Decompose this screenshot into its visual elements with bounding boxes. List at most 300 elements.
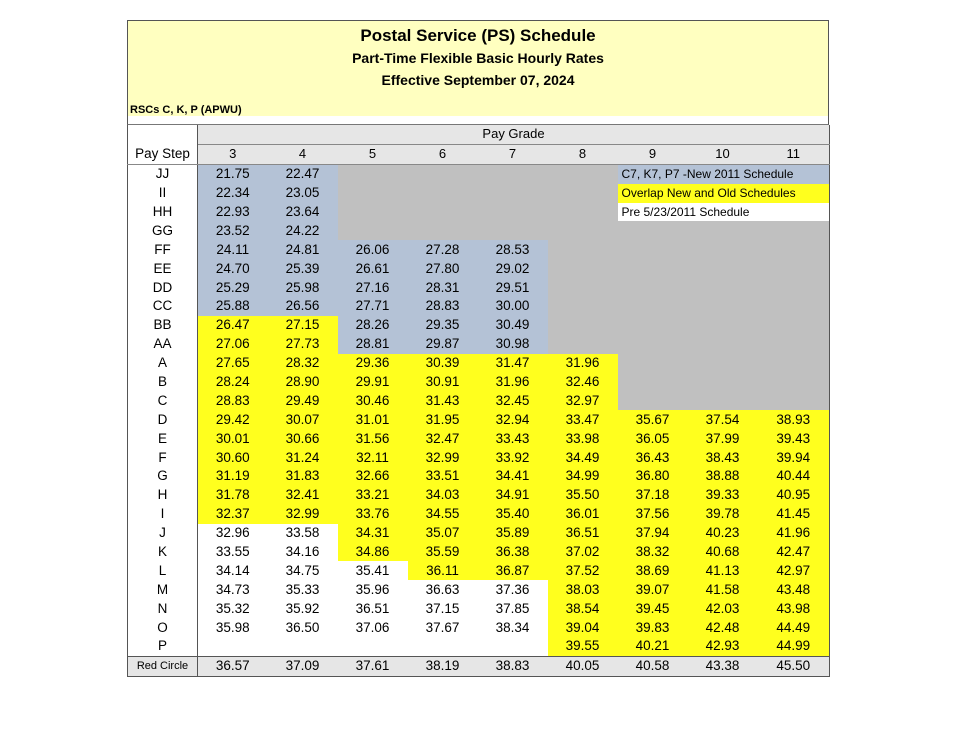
rate-cell: 30.98 [478,335,548,354]
rate-cell [618,391,688,410]
red-circle-value: 43.38 [688,656,758,676]
pay-step: M [128,580,198,599]
rate-cell: 38.54 [548,599,618,618]
page-subtitle: Part-Time Flexible Basic Hourly Rates [352,50,604,66]
rate-cell: 28.24 [198,373,268,392]
rate-cell: 39.33 [688,486,758,505]
rate-cell: 34.86 [338,543,408,562]
rate-cell: 33.51 [408,467,478,486]
rate-cell: 31.95 [408,410,478,429]
rate-cell: 28.32 [268,354,338,373]
rate-cell: 37.94 [618,524,688,543]
pay-step: AA [128,335,198,354]
rate-cell: 31.83 [268,467,338,486]
rate-cell: 27.71 [338,297,408,316]
rate-cell: 37.56 [618,505,688,524]
red-circle-value: 36.57 [198,656,268,676]
rate-cell: 37.02 [548,543,618,562]
rate-cell: 24.70 [198,259,268,278]
rate-cell: 27.16 [338,278,408,297]
rate-cell: 35.92 [268,599,338,618]
rate-cell [618,221,688,240]
table-row [128,599,830,618]
pay-step: O [128,618,198,637]
rate-cell: 32.46 [548,373,618,392]
pay-step: C [128,391,198,410]
rate-cell: 27.80 [408,259,478,278]
rate-cell: 28.83 [408,297,478,316]
rate-cell [408,184,478,203]
rate-cell: 26.56 [268,297,338,316]
pay-step: CC [128,297,198,316]
rate-cell: 39.55 [548,637,618,656]
rate-cell: 37.85 [478,599,548,618]
rate-cell: 27.73 [268,335,338,354]
table-row [128,335,830,354]
rate-cell [688,278,758,297]
rate-cell: 31.24 [268,448,338,467]
rate-cell: 37.54 [688,410,758,429]
rate-cell: 23.52 [198,221,268,240]
rate-cell: 31.19 [198,467,268,486]
rate-cell: 34.73 [198,580,268,599]
rate-cell: 31.47 [478,354,548,373]
grade-header-6: 6 [408,144,478,164]
table-row [128,637,830,656]
rate-cell [548,240,618,259]
rate-cell: 41.13 [688,561,758,580]
rate-cell: 38.03 [548,580,618,599]
rate-cell: 35.89 [478,524,548,543]
rate-cell: 34.75 [268,561,338,580]
pay-step: E [128,429,198,448]
rate-cell: 33.21 [338,486,408,505]
rate-cell [408,203,478,222]
rate-cell: 38.93 [758,410,830,429]
page-title: Postal Service (PS) Schedule [360,26,596,45]
rate-cell: 34.99 [548,467,618,486]
rate-cell [758,354,830,373]
rate-cell: 30.00 [478,297,548,316]
pay-step: JJ [128,164,198,183]
rate-cell [758,240,830,259]
table-row [128,240,830,259]
rate-cell [688,221,758,240]
rate-cell: 29.36 [338,354,408,373]
rate-cell: 34.55 [408,505,478,524]
legend-item: C7, K7, P7 -New 2011 Schedule [618,164,830,183]
pay-step: F [128,448,198,467]
rate-cell: 31.78 [198,486,268,505]
rate-cell: 33.58 [268,524,338,543]
rate-cell: 36.51 [338,599,408,618]
rate-cell: 39.94 [758,448,830,467]
rate-cell [618,335,688,354]
rate-cell [548,164,618,183]
rate-cell: 30.46 [338,391,408,410]
rate-cell: 29.35 [408,316,478,335]
rate-cell [478,164,548,183]
rate-cell: 32.99 [268,505,338,524]
grade-columns-row [128,144,830,164]
rate-cell [688,391,758,410]
pay-step: II [128,184,198,203]
rate-cell: 30.66 [268,429,338,448]
rate-cell: 32.97 [548,391,618,410]
pay-step: N [128,599,198,618]
rate-cell [548,297,618,316]
rate-cell [758,278,830,297]
rate-cell: 28.83 [198,391,268,410]
rate-cell: 28.53 [478,240,548,259]
table-row [128,373,830,392]
rate-cell: 36.38 [478,543,548,562]
rate-cell: 30.01 [198,429,268,448]
rate-cell: 34.31 [338,524,408,543]
rate-cell: 28.26 [338,316,408,335]
rate-cell: 40.68 [688,543,758,562]
rate-cell: 42.97 [758,561,830,580]
pay-grade-label: Pay Grade [198,125,830,144]
rate-cell [548,335,618,354]
pay-step-label: Pay Step [128,144,198,164]
rate-cell: 40.23 [688,524,758,543]
rate-cell: 39.04 [548,618,618,637]
table-row [128,297,830,316]
rate-cell: 27.28 [408,240,478,259]
rate-cell: 35.96 [338,580,408,599]
rate-cell: 36.87 [478,561,548,580]
rate-cell: 24.11 [198,240,268,259]
pay-step: I [128,505,198,524]
rate-cell: 24.81 [268,240,338,259]
rate-cell [688,316,758,335]
rate-cell [758,335,830,354]
rate-cell [338,164,408,183]
rate-cell: 35.41 [338,561,408,580]
rate-cell: 32.99 [408,448,478,467]
rate-cell: 32.37 [198,505,268,524]
rate-cell [758,391,830,410]
rsc-label: RSCs C, K, P (APWU) [127,104,829,116]
grade-header-8: 8 [548,144,618,164]
rate-cell: 26.61 [338,259,408,278]
rate-cell: 36.51 [548,524,618,543]
rate-cell: 37.52 [548,561,618,580]
rate-cell: 28.90 [268,373,338,392]
rate-cell: 42.47 [758,543,830,562]
rate-cell [548,316,618,335]
table-row [128,184,830,203]
rate-cell: 38.34 [478,618,548,637]
pay-step: L [128,561,198,580]
table-row [128,391,830,410]
rate-cell [758,373,830,392]
pay-step: GG [128,221,198,240]
rate-cell [688,354,758,373]
rate-cell: 35.33 [268,580,338,599]
table-row [128,505,830,524]
rate-cell: 28.31 [408,278,478,297]
rate-cell [688,240,758,259]
rate-cell [478,203,548,222]
rate-cell: 30.07 [268,410,338,429]
rate-cell: 29.51 [478,278,548,297]
pay-grade-header-row [128,125,830,144]
rate-cell: 31.96 [548,354,618,373]
rate-cell: 29.91 [338,373,408,392]
pay-step: K [128,543,198,562]
legend-item: Overlap New and Old Schedules [618,184,830,203]
grade-header-7: 7 [478,144,548,164]
rate-cell: 33.55 [198,543,268,562]
rate-cell: 35.67 [618,410,688,429]
pay-step: H [128,486,198,505]
pay-schedule-sheet [127,20,829,677]
rate-cell: 35.40 [478,505,548,524]
rate-cell [478,221,548,240]
pay-step-header-blank [128,125,198,144]
rate-cell [548,221,618,240]
rate-cell: 35.50 [548,486,618,505]
grade-header-3: 3 [198,144,268,164]
red-circle-value: 40.05 [548,656,618,676]
rates-body [128,164,830,676]
rate-cell: 39.07 [618,580,688,599]
effective-date: Effective September 07, 2024 [381,72,575,88]
rate-cell: 36.50 [268,618,338,637]
rate-cell: 35.98 [198,618,268,637]
rate-cell: 39.83 [618,618,688,637]
pay-step: J [128,524,198,543]
rate-cell: 37.06 [338,618,408,637]
rate-cell: 29.49 [268,391,338,410]
rates-table [127,125,830,677]
rate-cell: 39.43 [758,429,830,448]
rate-cell: 36.63 [408,580,478,599]
red-circle-label: Red Circle [128,656,198,676]
pay-step: D [128,410,198,429]
pay-step: A [128,354,198,373]
rate-cell [618,278,688,297]
rate-cell: 41.96 [758,524,830,543]
rate-cell: 21.75 [198,164,268,183]
rate-cell [688,297,758,316]
rate-cell: 32.45 [478,391,548,410]
rate-cell [758,297,830,316]
table-row [128,203,830,222]
grade-header-10: 10 [688,144,758,164]
rate-cell: 26.06 [338,240,408,259]
rate-cell: 36.05 [618,429,688,448]
rate-cell: 35.07 [408,524,478,543]
pay-step: DD [128,278,198,297]
table-row [128,561,830,580]
rate-cell [408,164,478,183]
rate-cell [688,259,758,278]
rate-cell [688,373,758,392]
rate-cell [548,203,618,222]
rate-cell: 31.01 [338,410,408,429]
table-row [128,486,830,505]
rate-cell: 30.39 [408,354,478,373]
rate-cell: 40.95 [758,486,830,505]
grade-header-5: 5 [338,144,408,164]
rate-cell: 39.45 [618,599,688,618]
rate-cell: 38.43 [688,448,758,467]
pay-step: HH [128,203,198,222]
table-row [128,410,830,429]
red-circle-value: 38.19 [408,656,478,676]
rate-cell: 34.41 [478,467,548,486]
rate-cell: 37.15 [408,599,478,618]
grade-header-9: 9 [618,144,688,164]
schedule-header [127,20,829,104]
rate-cell: 27.15 [268,316,338,335]
rate-cell [618,259,688,278]
rate-cell: 37.99 [688,429,758,448]
rate-cell: 32.96 [198,524,268,543]
table-row [128,354,830,373]
rate-cell: 29.02 [478,259,548,278]
rate-cell [408,221,478,240]
rate-cell [338,637,408,656]
table-row [128,259,830,278]
rate-cell: 32.11 [338,448,408,467]
rate-cell: 32.47 [408,429,478,448]
rate-cell: 36.11 [408,561,478,580]
rate-cell: 33.43 [478,429,548,448]
rate-cell: 30.49 [478,316,548,335]
rate-cell: 36.01 [548,505,618,524]
rate-cell [618,240,688,259]
rate-cell: 43.48 [758,580,830,599]
rate-cell [618,316,688,335]
pay-step: P [128,637,198,656]
table-row [128,429,830,448]
header-spacer [127,116,829,125]
rate-cell: 38.88 [688,467,758,486]
rate-cell: 38.69 [618,561,688,580]
rate-cell [618,373,688,392]
table-row [128,316,830,335]
rate-cell: 29.42 [198,410,268,429]
rate-cell [338,203,408,222]
rate-cell: 33.98 [548,429,618,448]
rate-cell: 36.80 [618,467,688,486]
rate-cell: 41.45 [758,505,830,524]
rate-cell: 37.36 [478,580,548,599]
rate-cell: 37.67 [408,618,478,637]
rate-cell [198,637,268,656]
rate-cell: 27.06 [198,335,268,354]
rate-cell [618,354,688,373]
rate-cell [688,335,758,354]
rate-cell: 25.98 [268,278,338,297]
rate-cell: 34.49 [548,448,618,467]
rate-cell: 38.32 [618,543,688,562]
rate-cell: 23.05 [268,184,338,203]
pay-step: FF [128,240,198,259]
rate-cell: 40.44 [758,467,830,486]
table-row [128,448,830,467]
rate-cell: 25.39 [268,259,338,278]
rate-cell: 22.47 [268,164,338,183]
table-row [128,164,830,183]
rate-cell [618,297,688,316]
red-circle-row [128,656,830,676]
rate-cell [758,259,830,278]
rate-cell [268,637,338,656]
red-circle-value: 37.09 [268,656,338,676]
pay-step: EE [128,259,198,278]
table-row [128,618,830,637]
rate-cell: 44.49 [758,618,830,637]
rate-cell [338,221,408,240]
rate-cell: 22.34 [198,184,268,203]
rate-cell [408,637,478,656]
rate-cell: 35.59 [408,543,478,562]
rate-cell: 35.32 [198,599,268,618]
rate-cell: 26.47 [198,316,268,335]
pay-step: BB [128,316,198,335]
rate-cell: 44.99 [758,637,830,656]
rate-cell: 31.43 [408,391,478,410]
rate-cell: 43.98 [758,599,830,618]
table-row [128,580,830,599]
rate-cell [548,184,618,203]
rate-cell: 33.47 [548,410,618,429]
rate-cell: 40.21 [618,637,688,656]
rate-cell [758,316,830,335]
rate-cell: 41.58 [688,580,758,599]
rate-cell: 31.56 [338,429,408,448]
rate-cell: 34.91 [478,486,548,505]
rate-cell: 33.92 [478,448,548,467]
table-row [128,543,830,562]
rate-cell: 42.93 [688,637,758,656]
rate-cell: 28.81 [338,335,408,354]
red-circle-value: 40.58 [618,656,688,676]
rate-cell: 34.16 [268,543,338,562]
rate-cell: 25.88 [198,297,268,316]
red-circle-value: 45.50 [758,656,830,676]
grade-header-11: 11 [758,144,830,164]
table-row [128,278,830,297]
pay-step: G [128,467,198,486]
red-circle-value: 38.83 [478,656,548,676]
rate-cell: 29.87 [408,335,478,354]
rate-cell: 42.03 [688,599,758,618]
rate-cell: 23.64 [268,203,338,222]
rate-cell [758,221,830,240]
rate-cell: 25.29 [198,278,268,297]
rate-cell: 39.78 [688,505,758,524]
rate-cell [478,184,548,203]
rate-cell: 22.93 [198,203,268,222]
rate-cell: 42.48 [688,618,758,637]
rate-cell: 33.76 [338,505,408,524]
rate-cell: 30.91 [408,373,478,392]
rate-cell: 32.94 [478,410,548,429]
rate-cell: 32.41 [268,486,338,505]
rate-cell: 37.18 [618,486,688,505]
pay-step: B [128,373,198,392]
table-row [128,467,830,486]
rate-cell: 31.96 [478,373,548,392]
rate-cell: 36.43 [618,448,688,467]
rate-cell: 24.22 [268,221,338,240]
